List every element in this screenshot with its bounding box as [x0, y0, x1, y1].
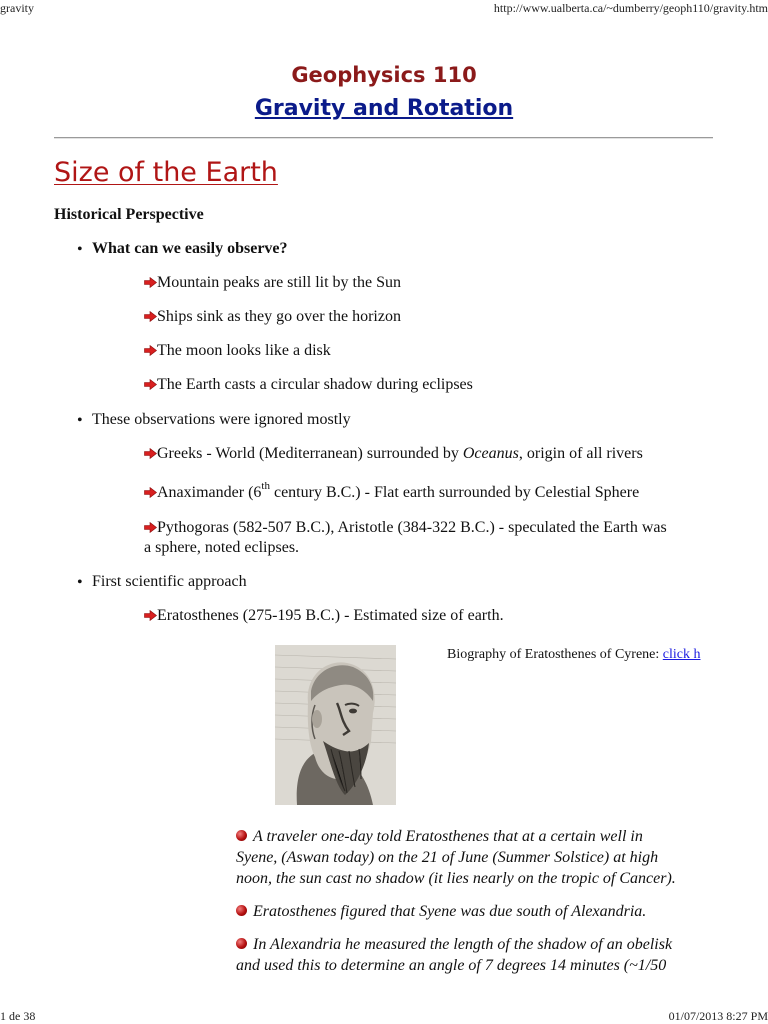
- bullet-dot: •: [77, 412, 83, 429]
- print-header-title: gravity: [0, 1, 34, 15]
- oceanus-italic: Oceanus: [462, 445, 519, 462]
- list-item-text: , origin of all rivers: [518, 445, 643, 462]
- red-ball-bullet-icon: [236, 830, 247, 841]
- story-text: Eratosthenes figured that Syene was due south of Alexandria.: [253, 903, 647, 920]
- list-item: [144, 273, 401, 293]
- list-item-text: The moon looks like a disk: [157, 342, 331, 359]
- biography-line: [447, 646, 701, 664]
- list-item-text: Pythogoras (582-507 B.C.), Aristotle (384-322 B.C.) - speculated the Earth was: [157, 519, 667, 536]
- list-item: [144, 444, 643, 464]
- red-right-arrow-icon: [144, 379, 157, 390]
- list-item: [144, 606, 504, 626]
- list-item-text: Eratosthenes (275-195 B.C.) - Estimated size of earth.: [157, 607, 504, 624]
- list-item: [144, 479, 640, 503]
- print-timestamp: 01/07/2013 8:27 PM: [668, 1009, 768, 1023]
- bullet-dot: •: [77, 574, 83, 591]
- story-line: [236, 934, 672, 955]
- story-line: Syene, (Aswan today) on the 21 of June (Summer Solstice) at high: [236, 849, 659, 866]
- page-number: 1 de 38: [0, 1009, 36, 1023]
- print-header: [0, 0, 768, 16]
- bullet-dot: •: [77, 241, 83, 258]
- red-right-arrow-icon: [144, 522, 157, 533]
- subheading: Historical Perspective: [54, 206, 204, 223]
- list-item: [144, 375, 473, 395]
- red-right-arrow-icon: [144, 448, 157, 459]
- list-item-text: Greeks - World (Mediterranean) surrounded by: [157, 445, 463, 462]
- section-title: Size of the Earth: [54, 157, 278, 188]
- list-item-continuation: a sphere, noted eclipses.: [144, 539, 300, 556]
- eratosthenes-portrait: [275, 645, 396, 805]
- red-right-arrow-icon: [144, 345, 157, 356]
- story-text: A traveler one-day told Eratosthenes that at a certain well in: [253, 828, 643, 845]
- list-item-text: Mountain peaks are still lit by the Sun: [157, 274, 401, 291]
- red-right-arrow-icon: [144, 277, 157, 288]
- course-title-link[interactable]: Gravity and Rotation: [254, 96, 514, 121]
- story-line: [236, 826, 643, 847]
- course-title: [0, 93, 768, 125]
- superscript: th: [261, 479, 270, 492]
- biography-label: Biography of Eratosthenes of Cyrene:: [447, 647, 663, 662]
- red-right-arrow-icon: [144, 311, 157, 322]
- print-header-url: http://www.ualberta.ca/~dumberry/geoph110/gravity.htm: [493, 1, 768, 15]
- list-item-text: The Earth casts a circular shadow during eclipses: [157, 376, 473, 393]
- red-right-arrow-icon: [144, 610, 157, 621]
- list-item: [144, 341, 331, 361]
- bullet-scientific: First scientific approach: [92, 573, 247, 590]
- red-ball-bullet-icon: [236, 905, 247, 916]
- list-item: [144, 518, 667, 538]
- bullet-observe: What can we easily observe?: [92, 240, 288, 257]
- portrait-illustration: [275, 645, 396, 805]
- story-line: [236, 901, 646, 922]
- list-item-text: Ships sink as they go over the horizon: [157, 308, 401, 325]
- red-ball-bullet-icon: [236, 938, 247, 949]
- course-name: Geophysics 110: [291, 63, 477, 87]
- list-item-text: century B.C.) - Flat earth surrounded by Celestial Sphere: [269, 484, 640, 501]
- story-line: noon, the sun cast no shadow (it lies nearly on the tropic of Cancer).: [236, 870, 676, 887]
- list-item-text: Anaximander (6: [157, 484, 262, 501]
- red-right-arrow-icon: [144, 487, 157, 498]
- biography-link[interactable]: click h: [662, 647, 701, 662]
- bullet-ignored: These observations were ignored mostly: [92, 411, 351, 428]
- story-line: and used this to determine an angle of 7 degrees 14 minutes (~1/50: [236, 957, 667, 974]
- list-item: [144, 307, 401, 327]
- print-footer: [0, 1008, 768, 1024]
- story-text: In Alexandria he measured the length of the shadow of an obelisk: [253, 936, 673, 953]
- horizontal-rule: [54, 137, 713, 139]
